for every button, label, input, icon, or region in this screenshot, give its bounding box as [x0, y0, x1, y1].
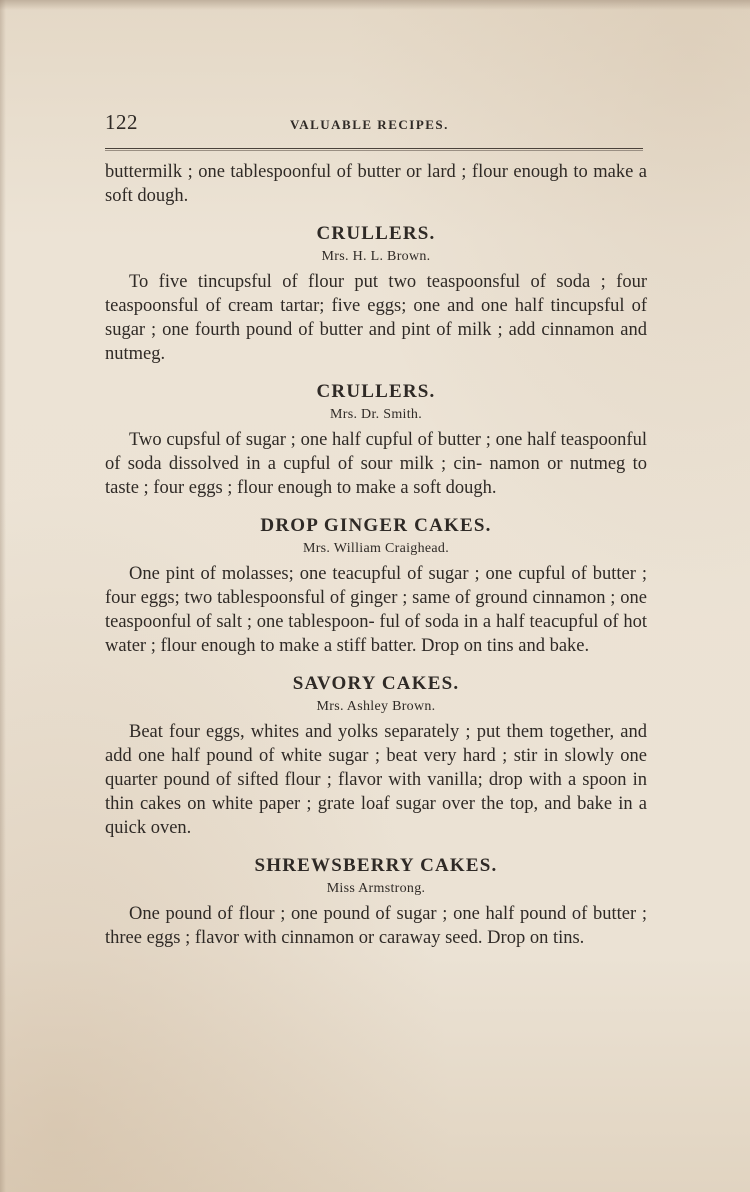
page-number: 122 — [105, 110, 138, 134]
recipe-body: To five tincupsful of flour put two teaspoonsful of soda ; four teaspoonsful of cream tartar; five eggs; one and one half tincupsful of sugar ; one fourth pound of butter and pint of milk ; add cinnamon and nutmeg. — [105, 272, 647, 364]
recipe-author: Miss Armstrong. — [326, 881, 426, 896]
recipe-title: SHREWSBERRY CAKES. — [254, 855, 498, 876]
recipe-shrewsberry-cakes — [105, 854, 647, 950]
recipe-drop-ginger-cakes — [105, 514, 647, 658]
recipe-body: Beat four eggs, whites and yolks separately ; put them together, and add one half pound of white sugar ; beat very hard ; stir in slowly one quarter pound of sifted flour ; flavor with vanilla; drop with a spoon in thin cakes on white paper ; grate loaf sugar over the top, and bake in a quick oven. — [105, 722, 647, 838]
recipe-savory-cakes — [105, 672, 647, 840]
recipe-body: Two cupsful of sugar ; one half cupful of butter ; one half teaspoonful of soda dissolved in a cupful of sour milk ; cin- namon or nutmeg to taste ; four eggs ; flour enough to make a soft dough. — [105, 430, 647, 498]
page-edge-shadow-top — [0, 0, 750, 10]
recipe-author: Mrs. Ashley Brown. — [316, 699, 436, 714]
recipe-title: CRULLERS. — [316, 381, 436, 402]
recipe-author: Mrs. William Craighead. — [302, 541, 450, 556]
recipe-author: Mrs. Dr. Smith. — [329, 407, 422, 422]
recipe-body: One pint of molasses; one teacupful of sugar ; one cupful of butter ; four eggs; two tablespoonsful of ginger ; same of ground cinnamon ; one teaspoonful of salt ; one tablespoon- ful of soda in a half teacupful of hot water ; flour enough to make a stiff batter. Drop on tins and bake. — [105, 564, 647, 656]
recipe-crullers-brown — [105, 222, 647, 366]
recipe-title: CRULLERS. — [316, 223, 436, 244]
page-body — [105, 160, 647, 950]
recipe-body: One pound of flour ; one pound of sugar ; one half pound of butter ; three eggs ; flavor with cinnamon or caraway seed. Drop on tins. — [105, 904, 647, 948]
header-rule — [105, 148, 643, 151]
running-head: VALUABLE RECIPES. — [290, 117, 449, 132]
recipe-title: DROP GINGER CAKES. — [260, 515, 492, 536]
page-edge-shadow-left — [0, 0, 6, 1192]
recipe-author: Mrs. H. L. Brown. — [321, 249, 431, 264]
page-header — [105, 110, 645, 140]
continued-paragraph: buttermilk ; one tablespoonful of butter or lard ; flour enough to make a soft dough. — [105, 162, 647, 206]
recipe-title: SAVORY CAKES. — [292, 673, 460, 694]
recipe-crullers-smith — [105, 380, 647, 500]
